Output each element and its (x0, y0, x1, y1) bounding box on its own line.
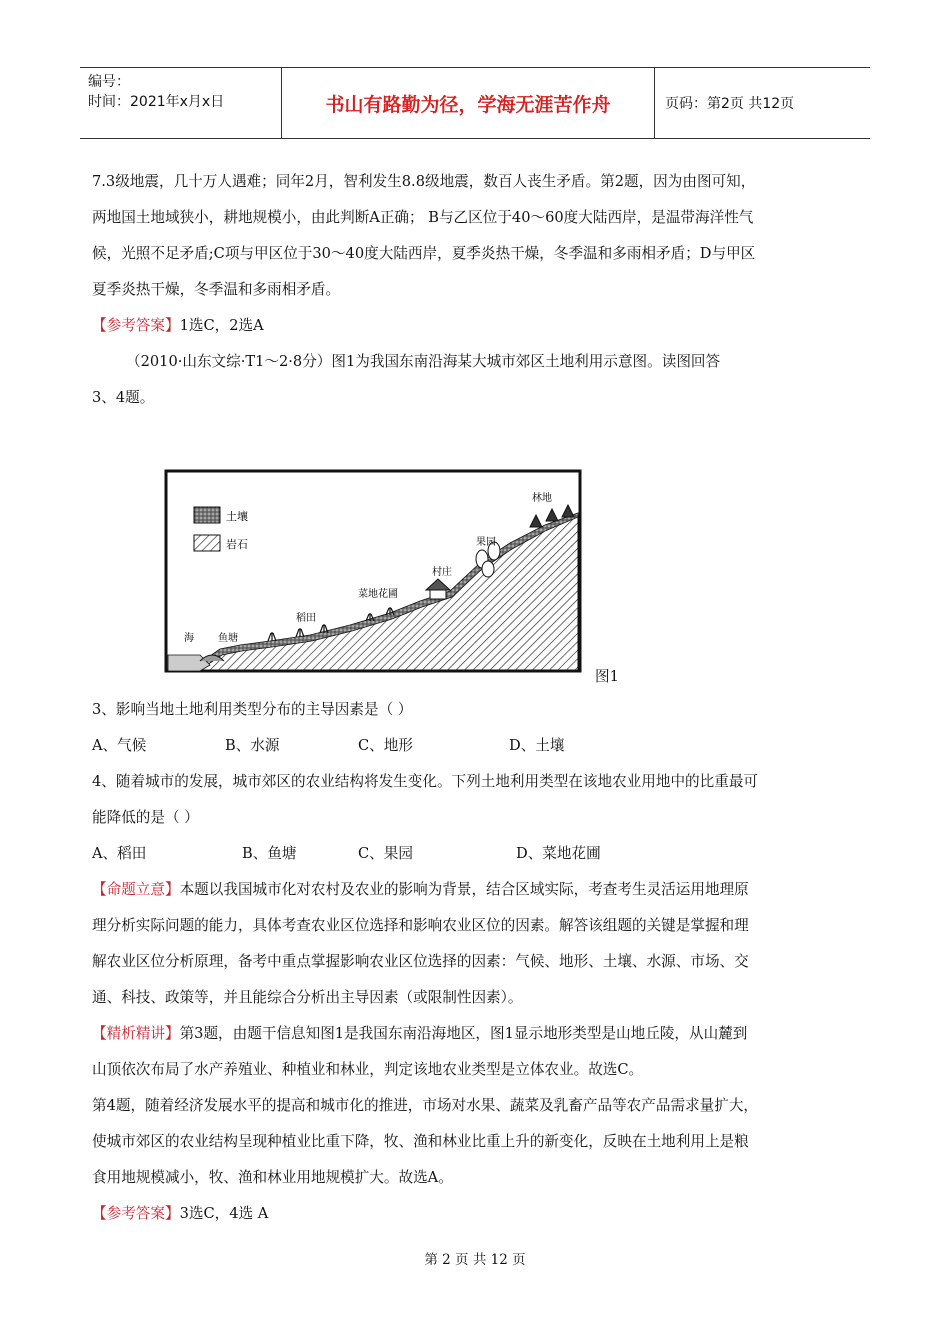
intro-line: （2010·山东文综·T1～2·8分）图1为我国东南沿海某大城市郊区土地利用示意图。读图回答 (126, 353, 721, 370)
label-fishpond: 鱼塘 (218, 633, 238, 644)
option: D、菜地花圃 (516, 845, 601, 862)
legend-rock-swatch (194, 535, 220, 551)
answer-1 (92, 314, 264, 335)
text-line: 候，光照不足矛盾;C项与甲区位于30～40度大陆西岸，夏季炎热干燥，冬季温和多雨相矛盾；D与甲区 (92, 245, 756, 262)
text-line: 7.3级地震，几十万人遇难；同年2月，智利发生8.8级地震，数百人丧生矛盾。第2题，因为由图可知， (92, 173, 756, 190)
option: C、地形 (358, 737, 413, 754)
text-line: 夏季炎热干燥，冬季温和多雨相矛盾。 (92, 281, 341, 298)
intent-line: 解农业区位分析原理，备考中重点掌握影响农业区位选择的因素：气候、地形、土壤、水源、市场、交 (92, 953, 749, 970)
motto: 书山有路勤为径，学海无涯苦作舟 (282, 68, 655, 138)
option: B、水源 (225, 737, 280, 754)
page-header (80, 67, 870, 139)
legend-soil-swatch (194, 507, 220, 523)
page-footer: 第 2 页 共 12 页 (424, 1252, 526, 1268)
label-sea: 海 (184, 633, 194, 644)
date-label: 时间：2021年x月x日 (88, 94, 225, 110)
question-4: 4、随着城市的发展，城市郊区的农业结构将发生变化。下列土地利用类型在该地农业用地中的比重最可 (92, 773, 759, 790)
legend-rock-label: 岩石 (226, 538, 248, 551)
option: A、气候 (92, 737, 147, 754)
text-line: 两地国土地域狭小，耕地规模小，由此判断A正确； B与乙区位于40～60度大陆西岸，是温带海洋性气 (92, 209, 754, 226)
answer-tag: 【参考答案】 (92, 1205, 180, 1222)
question-3: 3、影响当地土地利用类型分布的主导因素是（ ） (92, 701, 413, 718)
question-4: 能降低的是（ ） (92, 809, 199, 826)
answer-tag: 【参考答案】 (92, 317, 180, 334)
answer-2 (92, 1202, 268, 1223)
intent-text: 本题以我国城市化对农村及农业的影响为背景，结合区域实际，考查考生灵活运用地理原 (179, 881, 749, 898)
option: A、稻田 (92, 845, 147, 862)
option: D、土壤 (509, 737, 565, 754)
answer-text: 3选C，4选 A (179, 1205, 269, 1222)
option: B、鱼塘 (242, 845, 297, 862)
label-forest: 林地 (532, 493, 552, 504)
analysis-line: 山顶依次布局了水产养殖业、种植业和林业，判定该地农业类型是立体农业。故选C。 (92, 1061, 644, 1078)
option: C、果园 (358, 845, 413, 862)
header-info (80, 68, 282, 138)
analysis-line: 第4题，随着经济发展水平的提高和城市化的推进，市场对水果、蔬菜及乳畜产品等农产品需求量扩大， (92, 1097, 759, 1114)
intro-line: 3、4题。 (92, 389, 155, 406)
answer-text: 1选C，2选A (179, 317, 264, 334)
label-paddy: 稻田 (296, 613, 316, 624)
analysis-tag: 【精析精讲】 (92, 1025, 180, 1042)
land-use-diagram (160, 465, 588, 677)
intent-line (92, 878, 749, 899)
analysis-line: 食用地规模减小，牧、渔和林业用地规模扩大。故选A。 (92, 1169, 453, 1186)
label-vegetable: 菜地花圃 (358, 589, 398, 600)
intent-tag: 【命题立意】 (92, 881, 180, 898)
label-village: 村庄 (432, 567, 452, 578)
page-label: 页码：第2页 共12页 (665, 96, 795, 112)
number-label: 编号： (88, 74, 130, 90)
analysis-line: 使城市郊区的农业结构呈现种植业比重下降，牧、渔和林业比重上升的新变化，反映在土地利用上是粮 (92, 1133, 749, 1150)
legend-soil-label: 土壤 (226, 510, 248, 523)
analysis-line (92, 1022, 747, 1043)
intent-line: 通、科技、政策等，并且能综合分析出主导因素（或限制性因素）。 (92, 989, 523, 1006)
intent-line: 理分析实际问题的能力，具体考查农业区位选择和影响农业区位的因素。解答该组题的关键是掌握和理 (92, 917, 749, 934)
analysis-text: 第3题，由题干信息知图1是我国东南沿海地区，图1显示地形类型是山地丘陵，从山麓到 (179, 1025, 748, 1042)
figure-caption: 图1 (595, 668, 619, 685)
label-orchard: 果园 (476, 537, 496, 548)
